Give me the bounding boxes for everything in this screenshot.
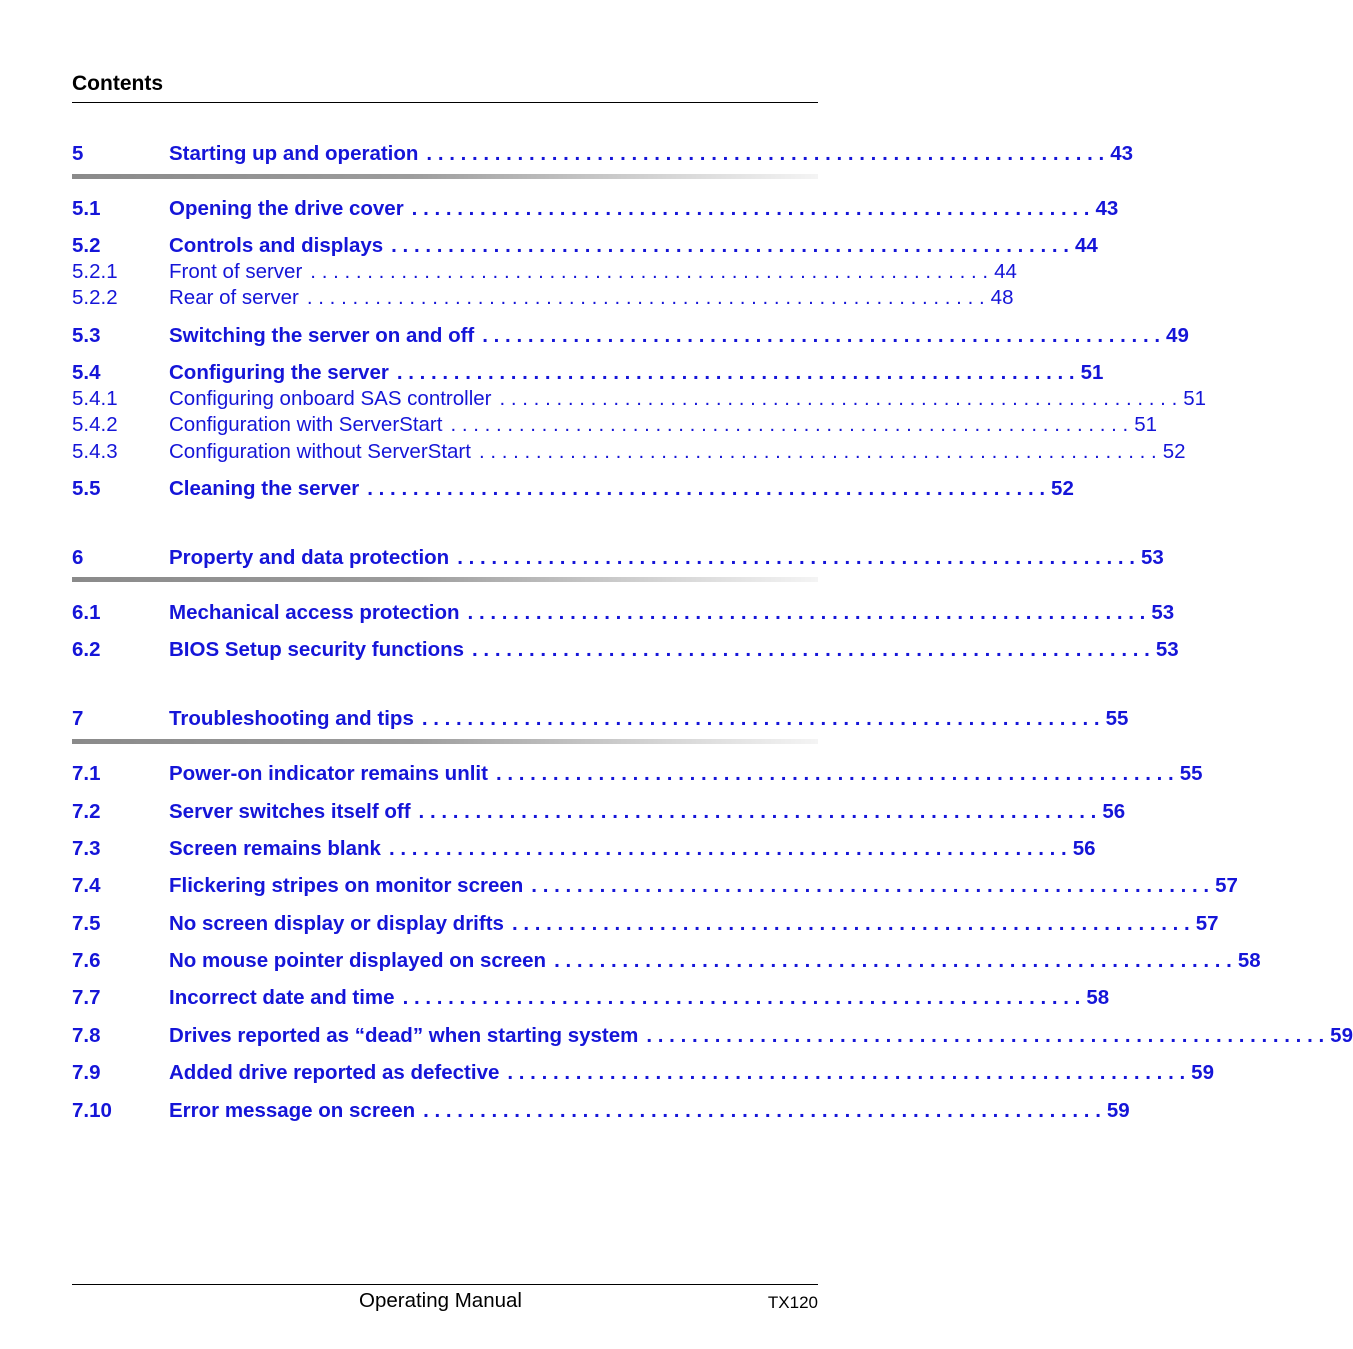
toc-page-number: 57: [1215, 874, 1238, 897]
footer-model-name: TX120: [767, 1293, 818, 1312]
dot-leader: . . . . . . . . . . . . . . . . . . . . . . . . . . . . . . . . . . . . . . . . . . . . . . . . . . . . . . . . . . . .: [472, 638, 1150, 661]
toc-title: No screen display or display drifts: [169, 912, 504, 935]
toc-number: 6: [72, 546, 84, 569]
toc-title: No mouse pointer displayed on screen: [169, 949, 547, 972]
toc-title: Configuration with ServerStart: [169, 413, 443, 436]
toc-title: Starting up and operation: [169, 142, 419, 165]
toc-title: Power-on indicator remains unlit: [169, 762, 488, 785]
toc-page-number: 52: [1051, 477, 1074, 500]
toc-page-number: 49: [1166, 324, 1189, 347]
toc-entry-5-4-1[interactable]: [72, 386, 1207, 412]
toc-number: 5.3: [72, 324, 101, 347]
dot-leader: . . . . . . . . . . . . . . . . . . . . . . . . . . . . . . . . . . . . . . . . . . . . . . . . . . . . . . . . . . . .: [495, 762, 1174, 785]
toc-title: Mechanical access protection: [169, 601, 460, 624]
toc-page-number: 48: [990, 286, 1014, 309]
dot-leader: . . . . . . . . . . . . . . . . . . . . . . . . . . . . . . . . . . . . . . . . . . . . . . . . . . . . . . . . . . . .: [457, 546, 1135, 569]
toc-title: Error message on screen: [169, 1099, 416, 1122]
toc-entry-6-2[interactable]: [72, 637, 1179, 663]
toc-page-number: 57: [1195, 912, 1219, 935]
toc-entry-chapter-7[interactable]: [72, 706, 1129, 732]
dot-leader: . . . . . . . . . . . . . . . . . . . . . . . . . . . . . . . . . . . . . . . . . . . . . . . . . . . . . . . . . . . .: [306, 286, 985, 309]
toc-title: Screen remains blank: [169, 837, 381, 860]
toc-entry-5-4-2[interactable]: [72, 412, 1158, 438]
toc-number: 7.5: [72, 912, 101, 935]
toc-page-number: 55: [1105, 707, 1129, 730]
toc-number: 7.10: [72, 1099, 112, 1122]
dot-leader: . . . . . . . . . . . . . . . . . . . . . . . . . . . . . . . . . . . . . . . . . . . . . . . . . . . . . . . . . . . .: [467, 601, 1146, 624]
toc-page-number: 53: [1151, 601, 1175, 624]
toc-entry-7-2[interactable]: [72, 799, 1126, 825]
chapter-divider-bar: [72, 739, 818, 744]
toc-entry-5-2-1[interactable]: [72, 259, 1017, 285]
dot-leader: . . . . . . . . . . . . . . . . . . . . . . . . . . . . . . . . . . . . . . . . . . . . . . . . . . . . . . . . . . . .: [388, 837, 1067, 860]
toc-title: Controls and displays: [169, 234, 384, 257]
dot-leader: . . . . . . . . . . . . . . . . . . . . . . . . . . . . . . . . . . . . . . . . . . . . . . . . . . . . . . . . . . . .: [423, 1099, 1101, 1122]
dot-leader: . . . . . . . . . . . . . . . . . . . . . . . . . . . . . . . . . . . . . . . . . . . . . . . . . . . . . . . . . . . .: [418, 800, 1097, 823]
toc-page-number: 56: [1072, 837, 1096, 860]
toc-title: Cleaning the server: [169, 477, 360, 500]
toc-page-number: 59: [1106, 1099, 1130, 1122]
toc-number: 5.5: [72, 477, 101, 500]
toc-number: 7.3: [72, 837, 101, 860]
toc-page-number: 44: [1074, 234, 1098, 257]
toc-title: Configuring the server: [169, 361, 389, 384]
toc-entry-5-2[interactable]: [72, 233, 1098, 259]
dot-leader: . . . . . . . . . . . . . . . . . . . . . . . . . . . . . . . . . . . . . . . . . . . . . . . . . . . . . . . . . . . .: [531, 874, 1210, 897]
footer-rule: [72, 1284, 818, 1285]
dot-leader: . . . . . . . . . . . . . . . . . . . . . . . . . . . . . . . . . . . . . . . . . . . . . . . . . . . . . . . . . . . .: [421, 707, 1100, 730]
chapter-divider-bar: [72, 577, 818, 582]
toc-entry-7-6[interactable]: [72, 948, 1261, 974]
dot-leader: . . . . . . . . . . . . . . . . . . . . . . . . . . . . . . . . . . . . . . . . . . . . . . . . . . . . . . . . . . . .: [499, 387, 1178, 410]
toc-entry-7-9[interactable]: [72, 1060, 1214, 1086]
toc-number: 7.9: [72, 1061, 101, 1084]
toc-title: Incorrect date and time: [169, 986, 395, 1009]
toc-number: 5.2.1: [72, 260, 118, 283]
toc-entry-6-1[interactable]: [72, 600, 1175, 626]
toc-entry-5-1[interactable]: [72, 196, 1119, 222]
toc-entry-5-3[interactable]: [72, 323, 1189, 349]
dot-leader: . . . . . . . . . . . . . . . . . . . . . . . . . . . . . . . . . . . . . . . . . . . . . . . . . . . . . . . . . . . .: [554, 949, 1232, 972]
dot-leader: . . . . . . . . . . . . . . . . . . . . . . . . . . . . . . . . . . . . . . . . . . . . . . . . . . . . . . . . . . . .: [391, 234, 1069, 257]
toc-entry-5-4-3[interactable]: [72, 439, 1186, 465]
toc-number: 7.4: [72, 874, 101, 897]
toc-page-number: 51: [1134, 413, 1158, 436]
toc-title: Added drive reported as defective: [169, 1061, 500, 1084]
toc-entry-7-4[interactable]: [72, 873, 1238, 899]
dot-leader: . . . . . . . . . . . . . . . . . . . . . . . . . . . . . . . . . . . . . . . . . . . . . . . . . . . . . . . . . . . .: [482, 324, 1161, 347]
toc-page-number: 44: [994, 260, 1017, 283]
toc-number: 5.4: [72, 361, 101, 384]
chapter-divider-bar: [72, 174, 818, 179]
page-header-title: Contents: [72, 72, 163, 95]
dot-leader: . . . . . . . . . . . . . . . . . . . . . . . . . . . . . . . . . . . . . . . . . . . . . . . . . . . . . . . . . . . .: [402, 986, 1081, 1009]
toc-page-number: 51: [1080, 361, 1104, 384]
toc-number: 5.2.2: [72, 286, 118, 309]
toc-number: 5.1: [72, 197, 101, 220]
dot-leader: . . . . . . . . . . . . . . . . . . . . . . . . . . . . . . . . . . . . . . . . . . . . . . . . . . . . . . . . . . . .: [426, 142, 1105, 165]
toc-number: 7.8: [72, 1024, 101, 1047]
toc-page-number: 55: [1179, 762, 1203, 785]
toc-number: 7.1: [72, 762, 101, 785]
toc-number: 6.1: [72, 601, 101, 624]
toc-page-number: 56: [1102, 800, 1126, 823]
toc-title: Configuring onboard SAS controller: [169, 387, 492, 410]
toc-page-number: 59: [1191, 1061, 1214, 1084]
dot-leader: . . . . . . . . . . . . . . . . . . . . . . . . . . . . . . . . . . . . . . . . . . . . . . . . . . . . . . . . . . . .: [450, 413, 1129, 436]
toc-number: 5: [72, 142, 84, 165]
toc-entry-chapter-5[interactable]: [72, 141, 1134, 167]
toc-title: BIOS Setup security functions: [169, 638, 465, 661]
toc-number: 5.4.3: [72, 440, 118, 463]
toc-entry-7-10[interactable]: [72, 1098, 1130, 1124]
toc-title: Drives reported as “dead” when starting system: [169, 1024, 639, 1047]
toc-title: Flickering stripes on monitor screen: [169, 874, 524, 897]
toc-entry-7-7[interactable]: [72, 985, 1110, 1011]
toc-title: Rear of server: [169, 286, 299, 309]
toc-title: Property and data protection: [169, 546, 450, 569]
toc-number: 7: [72, 707, 84, 730]
toc-entry-7-3[interactable]: [72, 836, 1096, 862]
dot-leader: . . . . . . . . . . . . . . . . . . . . . . . . . . . . . . . . . . . . . . . . . . . . . . . . . . . . . . . . . . . .: [646, 1024, 1325, 1047]
dot-leader: . . . . . . . . . . . . . . . . . . . . . . . . . . . . . . . . . . . . . . . . . . . . . . . . . . . . . . . . . . . .: [511, 912, 1190, 935]
toc-entry-5-2-2[interactable]: [72, 285, 1014, 311]
toc-number: 6.2: [72, 638, 101, 661]
toc-entry-5-5[interactable]: [72, 476, 1074, 502]
toc-entry-7-1[interactable]: [72, 761, 1203, 787]
toc-title: Opening the drive cover: [169, 197, 404, 220]
toc-number: 7.6: [72, 949, 101, 972]
toc-page-number: 58: [1086, 986, 1110, 1009]
toc-title: Front of server: [169, 260, 303, 283]
toc-entry-chapter-6[interactable]: [72, 545, 1164, 571]
dot-leader: . . . . . . . . . . . . . . . . . . . . . . . . . . . . . . . . . . . . . . . . . . . . . . . . . . . . . . . . . . . .: [367, 477, 1046, 500]
toc-title: Configuration without ServerStart: [169, 440, 471, 463]
toc-page-number: 59: [1330, 1024, 1353, 1047]
toc-number: 7.7: [72, 986, 101, 1009]
toc-number: 5.2: [72, 234, 101, 257]
toc-entry-5-4[interactable]: [72, 360, 1104, 386]
dot-leader: . . . . . . . . . . . . . . . . . . . . . . . . . . . . . . . . . . . . . . . . . . . . . . . . . . . . . . . . . . . .: [478, 440, 1157, 463]
toc-title: Switching the server on and off: [169, 324, 475, 347]
toc-page-number: 52: [1162, 440, 1186, 463]
toc-page-number: 53: [1155, 638, 1179, 661]
dot-leader: . . . . . . . . . . . . . . . . . . . . . . . . . . . . . . . . . . . . . . . . . . . . . . . . . . . . . . . . . . . .: [411, 197, 1090, 220]
toc-entry-7-5[interactable]: [72, 911, 1219, 937]
toc-page-number: 43: [1095, 197, 1119, 220]
toc-entry-7-8[interactable]: [72, 1023, 1353, 1049]
toc-number: 7.2: [72, 800, 101, 823]
toc-page-number: 43: [1110, 142, 1134, 165]
toc-page-number: 51: [1183, 387, 1207, 410]
toc-number: 5.4.2: [72, 413, 118, 436]
footer-manual-title: Operating Manual: [359, 1289, 522, 1312]
toc-page-number: 58: [1237, 949, 1261, 972]
toc-title: Troubleshooting and tips: [169, 707, 414, 730]
header-rule: [72, 102, 818, 103]
toc-page-number: 53: [1141, 546, 1164, 569]
toc-number: 5.4.1: [72, 387, 118, 410]
dot-leader: . . . . . . . . . . . . . . . . . . . . . . . . . . . . . . . . . . . . . . . . . . . . . . . . . . . . . . . . . . . .: [396, 361, 1075, 384]
dot-leader: . . . . . . . . . . . . . . . . . . . . . . . . . . . . . . . . . . . . . . . . . . . . . . . . . . . . . . . . . . . .: [310, 260, 989, 283]
toc-title: Server switches itself off: [169, 800, 411, 823]
dot-leader: . . . . . . . . . . . . . . . . . . . . . . . . . . . . . . . . . . . . . . . . . . . . . . . . . . . . . . . . . . . .: [507, 1061, 1186, 1084]
